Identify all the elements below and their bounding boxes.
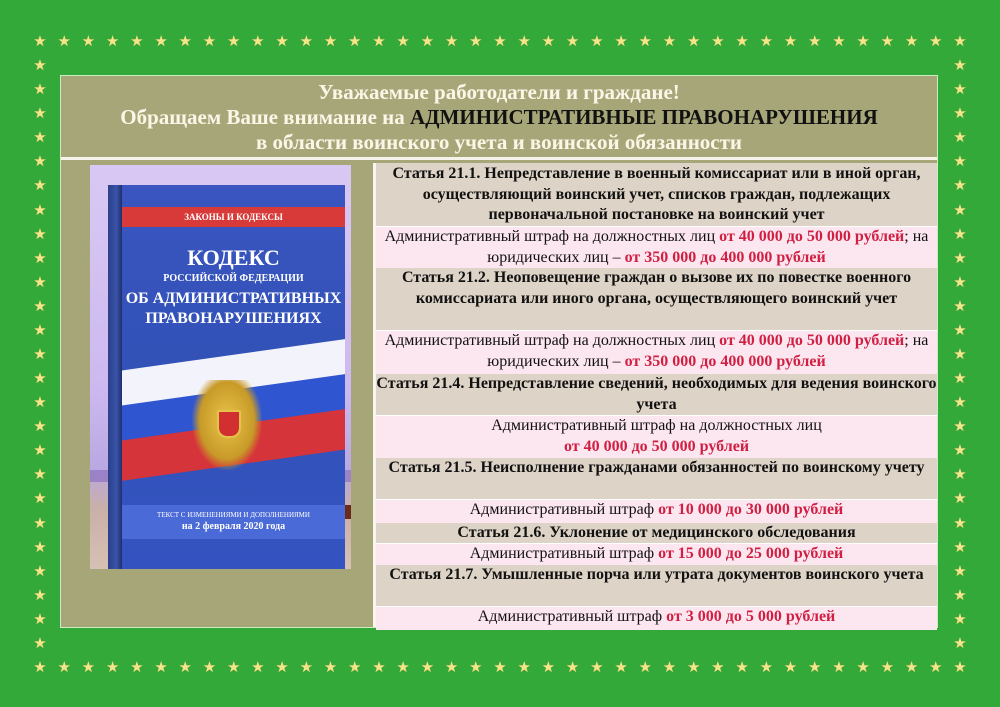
star-icon: ★	[953, 585, 967, 604]
star-icon: ★	[348, 32, 362, 50]
star-icon: ★	[275, 32, 289, 50]
article-title: Статья 21.6. Уклонение от медицинского обследования	[376, 523, 937, 543]
star-icon: ★	[33, 561, 47, 580]
star-icon: ★	[33, 345, 47, 363]
star-icon: ★	[105, 658, 120, 676]
notice-header	[61, 76, 937, 160]
star-icon: ★	[33, 585, 47, 604]
star-icon: ★	[953, 248, 967, 267]
star-icon: ★	[33, 152, 47, 171]
article-fine: Административный штраф от 15 000 до 25 000 рублей	[376, 543, 937, 565]
star-icon: ★	[711, 32, 725, 50]
star-icon: ★	[517, 658, 531, 676]
book-cover	[122, 185, 345, 569]
star-icon: ★	[953, 609, 967, 628]
star-icon: ★	[856, 658, 870, 676]
star-icon: ★	[33, 441, 47, 460]
star-icon: ★	[178, 32, 192, 50]
star-icon: ★	[953, 56, 967, 75]
star-icon: ★	[953, 176, 967, 195]
star-icon: ★	[686, 658, 701, 676]
star-icon: ★	[251, 32, 265, 50]
star-icon: ★	[953, 104, 967, 123]
star-icon: ★	[953, 200, 967, 219]
star-icon: ★	[372, 658, 386, 676]
header-line-1: Уважаемые работодатели и граждане!	[318, 80, 680, 104]
book-series-band: ЗАКОНЫ И КОДЕКСЫ	[122, 207, 345, 227]
star-icon: ★	[662, 32, 677, 50]
star-icon: ★	[953, 537, 967, 556]
star-icon: ★	[33, 32, 47, 50]
star-icon: ★	[638, 32, 652, 50]
star-icon: ★	[953, 633, 967, 652]
star-icon: ★	[105, 32, 120, 50]
header-emphasis: АДМИНИСТРАТИВНЫЕ ПРАВОНАРУШЕНИЯ	[410, 105, 878, 129]
star-icon: ★	[929, 658, 943, 676]
header-line-3: в области воинского учета и воинской обязанности	[255, 130, 743, 154]
star-icon: ★	[953, 417, 967, 436]
star-icon: ★	[953, 224, 967, 243]
star-icon: ★	[759, 658, 774, 676]
star-icon: ★	[953, 393, 967, 412]
star-icon: ★	[953, 345, 967, 363]
star-icon: ★	[33, 176, 47, 195]
star-icon: ★	[953, 128, 967, 147]
star-icon: ★	[929, 32, 943, 50]
star-icon: ★	[808, 658, 822, 676]
star-icon: ★	[178, 658, 192, 676]
star-icon: ★	[711, 658, 725, 676]
star-icon: ★	[33, 128, 47, 147]
article-fine: Административный штраф на должностных лиц от 40 000 до 50 000 рублей; на юридических лиц – от 350 000 до 400 000 рублей	[376, 226, 937, 268]
book-subtitle: РОССИЙСКОЙ ФЕДЕРАЦИИ	[163, 273, 304, 284]
coat-of-arms-icon	[192, 380, 262, 470]
star-icon: ★	[735, 32, 749, 50]
star-icon: ★	[33, 393, 47, 412]
book-photo	[90, 165, 351, 569]
star-icon: ★	[493, 32, 507, 50]
star-icon: ★	[33, 248, 47, 267]
star-icon: ★	[759, 32, 774, 50]
star-icon: ★	[323, 32, 338, 50]
star-icon: ★	[33, 320, 47, 339]
star-icon: ★	[348, 658, 362, 676]
article-title: Статья 21.5. Неисполнение гражданами обязанностей по воинскому учету	[376, 458, 937, 499]
star-icon: ★	[396, 32, 410, 50]
star-icon: ★	[299, 658, 314, 676]
article-title: Статья 21.7. Умышленные порча или утрата документов воинского учета	[376, 565, 937, 606]
star-icon: ★	[808, 32, 822, 50]
star-icon: ★	[953, 320, 967, 339]
star-icon: ★	[33, 417, 47, 436]
articles-table	[376, 163, 937, 627]
star-icon: ★	[33, 513, 47, 532]
star-icon: ★	[33, 537, 47, 556]
star-icon: ★	[202, 658, 217, 676]
book-title: КОДЕКС	[187, 245, 280, 270]
star-icon: ★	[130, 32, 144, 50]
star-icon: ★	[33, 489, 47, 508]
star-icon: ★	[953, 272, 967, 291]
star-icon: ★	[735, 658, 749, 676]
article-title: Статья 21.1. Непредставление в военный комиссариат или в иной орган, осуществляющий воинский учет, списков граждан, подлежащих первоначальной постановке на воинский учет	[376, 163, 937, 226]
star-icon: ★	[33, 272, 47, 291]
star-icon: ★	[953, 80, 967, 99]
star-icon: ★	[783, 658, 798, 676]
star-icon: ★	[154, 32, 168, 50]
star-icon: ★	[226, 32, 241, 50]
star-icon: ★	[323, 658, 338, 676]
star-icon: ★	[33, 56, 47, 75]
star-icon: ★	[953, 513, 967, 532]
book-title-main: ОБ АДМИНИСТРАТИВНЫХ ПРАВОНАРУШЕНИЯХ	[125, 290, 342, 327]
star-icon: ★	[904, 32, 919, 50]
star-icon: ★	[33, 369, 47, 388]
star-icon: ★	[396, 658, 410, 676]
star-icon: ★	[565, 658, 580, 676]
star-icon: ★	[81, 658, 96, 676]
star-icon: ★	[856, 32, 870, 50]
article-title: Статья 21.4. Непредставление сведений, необходимых для ведения воинского учета	[376, 374, 937, 415]
star-icon: ★	[783, 32, 798, 50]
star-icon: ★	[953, 441, 967, 460]
star-icon: ★	[517, 32, 531, 50]
star-icon: ★	[226, 658, 241, 676]
star-icon: ★	[590, 32, 604, 50]
star-icon: ★	[880, 32, 895, 50]
star-icon: ★	[372, 32, 386, 50]
star-icon: ★	[614, 32, 628, 50]
star-icon: ★	[275, 658, 289, 676]
star-icon: ★	[33, 465, 47, 484]
star-icon: ★	[953, 369, 967, 388]
star-icon: ★	[299, 32, 314, 50]
star-icon: ★	[565, 32, 580, 50]
star-icon: ★	[33, 80, 47, 99]
star-icon: ★	[614, 658, 628, 676]
star-icon: ★	[57, 32, 71, 50]
star-icon: ★	[953, 465, 967, 484]
star-icon: ★	[953, 658, 967, 676]
star-icon: ★	[541, 32, 556, 50]
star-icon: ★	[493, 658, 507, 676]
star-icon: ★	[57, 658, 71, 676]
star-icon: ★	[953, 32, 967, 50]
star-icon: ★	[81, 32, 96, 50]
star-icon: ★	[953, 296, 967, 315]
star-icon: ★	[444, 658, 459, 676]
star-icon: ★	[686, 32, 701, 50]
star-icon: ★	[541, 658, 556, 676]
book-edition-note: ТЕКСТ С ИЗМЕНЕНИЯМИ И ДОПОЛНЕНИЯМИ на 2 февраля 2020 года	[122, 505, 345, 539]
star-icon: ★	[33, 104, 47, 123]
star-icon: ★	[420, 658, 435, 676]
star-icon: ★	[130, 658, 144, 676]
header-line-2: Обращаем Ваше внимание на АДМИНИСТРАТИВНЫЕ ПРАВОНАРУШЕНИЯ	[120, 105, 878, 129]
star-icon: ★	[251, 658, 265, 676]
star-icon: ★	[33, 658, 47, 676]
star-icon: ★	[33, 224, 47, 243]
star-icon: ★	[832, 32, 846, 50]
star-icon: ★	[880, 658, 895, 676]
star-icon: ★	[832, 658, 846, 676]
article-title: Статья 21.2. Неоповещение граждан о вызове их по повестке военного комиссариата или иного органа, осуществляющего воинский учет	[376, 268, 937, 330]
star-icon: ★	[662, 658, 677, 676]
star-icon: ★	[33, 200, 47, 219]
star-icon: ★	[469, 32, 483, 50]
star-icon: ★	[904, 658, 919, 676]
star-icon: ★	[590, 658, 604, 676]
star-icon: ★	[953, 489, 967, 508]
star-icon: ★	[444, 32, 459, 50]
article-fine: Административный штраф от 10 000 до 30 000 рублей	[376, 499, 937, 523]
star-icon: ★	[33, 609, 47, 628]
star-icon: ★	[638, 658, 652, 676]
star-icon: ★	[469, 658, 483, 676]
notice-panel	[60, 75, 938, 628]
star-icon: ★	[33, 633, 47, 652]
article-fine: Административный штраф на должностных лиц от 40 000 до 50 000 рублей	[376, 415, 937, 458]
star-icon: ★	[420, 32, 435, 50]
image-column	[61, 163, 376, 627]
star-icon: ★	[33, 296, 47, 315]
star-icon: ★	[202, 32, 217, 50]
article-fine: Административный штраф на должностных лиц от 40 000 до 50 000 рублей; на юридических лиц – от 350 000 до 400 000 рублей	[376, 330, 937, 374]
star-icon: ★	[953, 152, 967, 171]
article-fine: Административный штраф от 3 000 до 5 000 рублей	[376, 606, 937, 630]
star-icon: ★	[154, 658, 168, 676]
book-spine	[108, 185, 122, 569]
star-icon: ★	[953, 561, 967, 580]
